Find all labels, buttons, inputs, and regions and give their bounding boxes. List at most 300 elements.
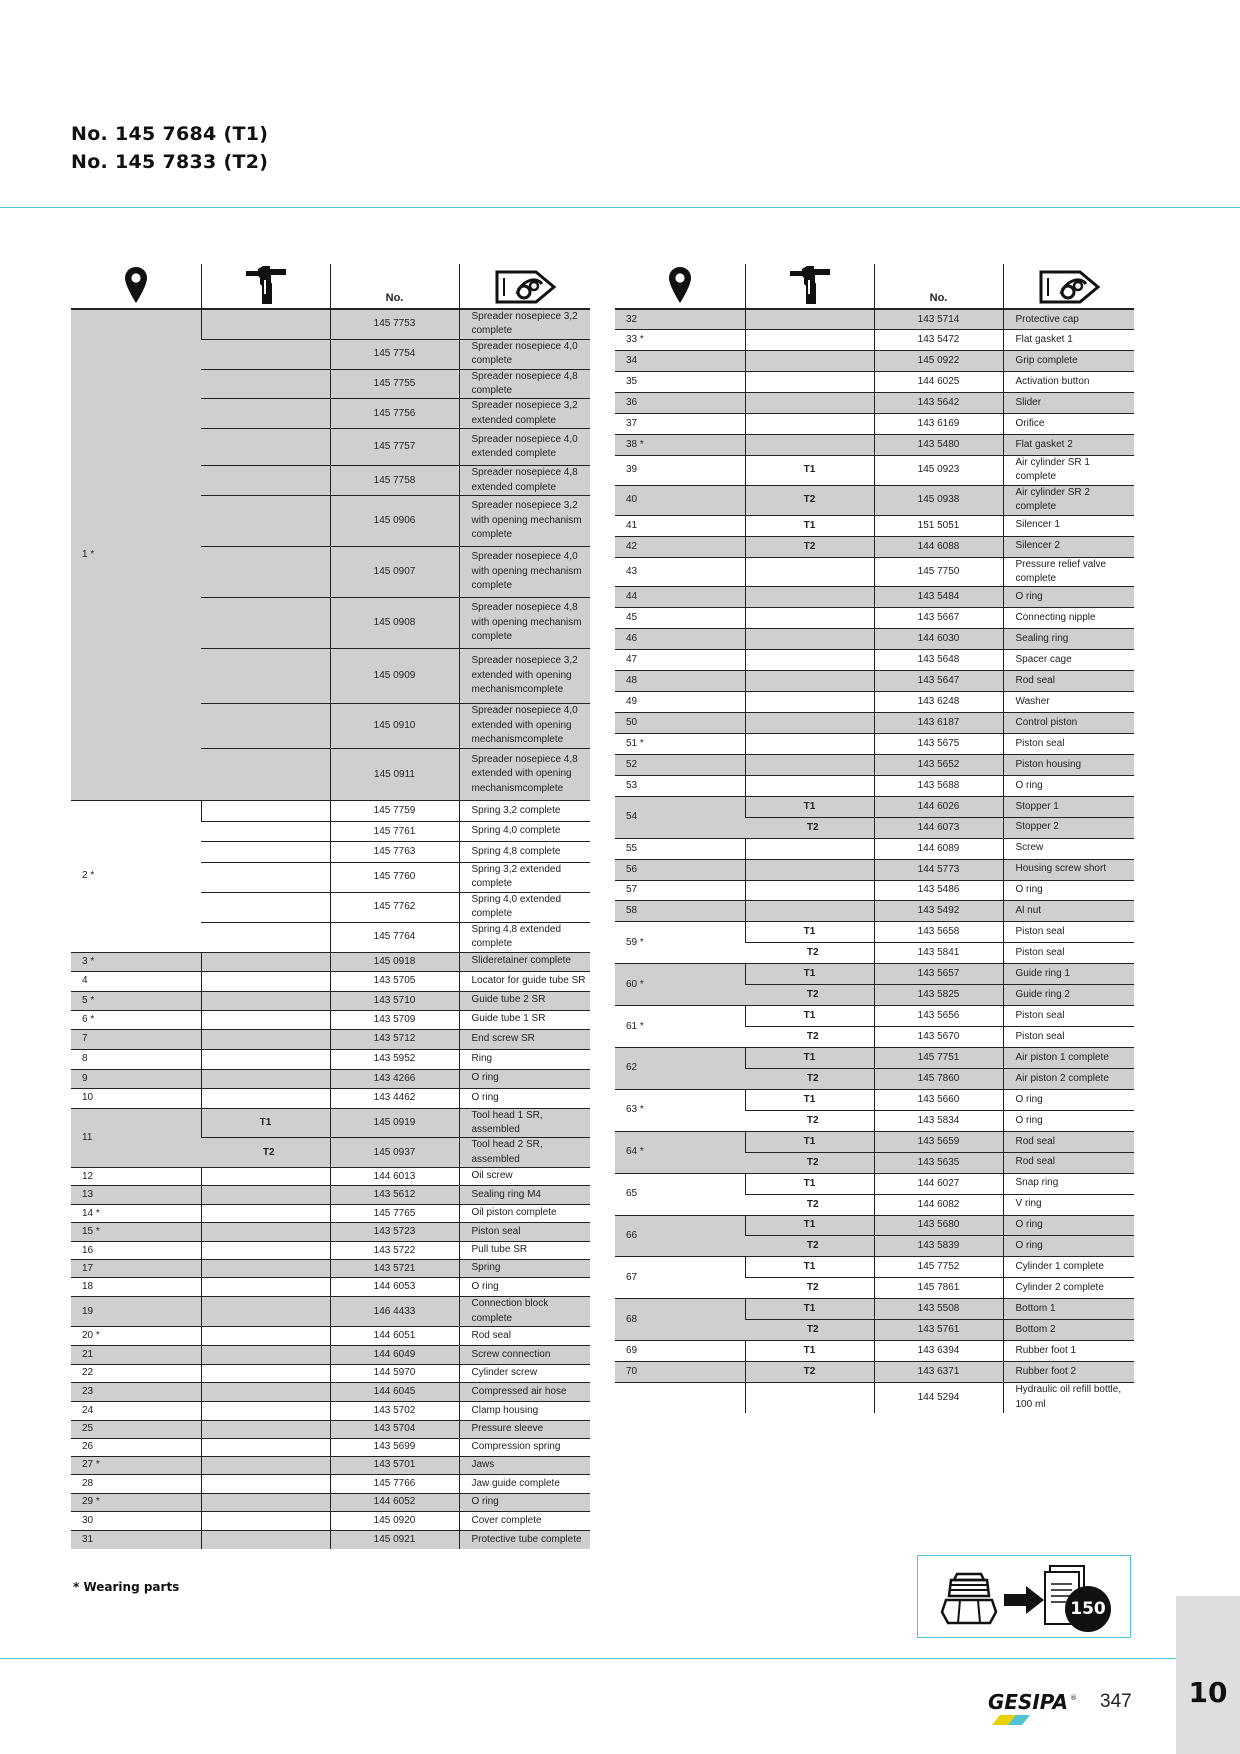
tool-variant-cell (745, 650, 874, 671)
description-cell: Spreader nosepiece 3,2 complete (459, 309, 590, 339)
description-cell: O ring (1003, 1110, 1134, 1131)
part-number-cell: 144 6082 (874, 1194, 1003, 1215)
parts-row (71, 1029, 590, 1049)
tool-variant-cell (201, 1345, 330, 1364)
part-number-cell: 143 5667 (874, 608, 1003, 629)
position-cell: 45 (615, 608, 745, 629)
description-cell: Control piston (1003, 713, 1134, 734)
part-number-cell: 145 7861 (874, 1278, 1003, 1299)
parts-row (615, 775, 1134, 796)
part-number-cell: 145 7763 (330, 842, 459, 863)
tool-variant-cell (745, 901, 874, 922)
rivet-tool-icon (244, 264, 288, 304)
description-cell: Jaws (459, 1456, 590, 1474)
position-cell: 28 (71, 1474, 201, 1493)
position-cell: 62 (615, 1048, 745, 1090)
description-cell: Air piston 1 complete (1003, 1048, 1134, 1069)
part-number-cell: 144 6052 (330, 1493, 459, 1511)
tool-variant-cell (201, 1326, 330, 1345)
part-number-cell: 145 7762 (330, 892, 459, 922)
tool-variant-cell (201, 801, 330, 822)
parts-table-right (615, 264, 1134, 1413)
position-cell: 43 (615, 557, 745, 587)
parts-row (71, 1511, 590, 1530)
tool-variant-cell: T1 (745, 456, 874, 486)
description-cell: Compressed air hose (459, 1382, 590, 1401)
chapter-tab (1176, 1596, 1240, 1754)
tool-variant-cell (745, 351, 874, 372)
part-number-cell: 145 0922 (874, 351, 1003, 372)
tool-variant-cell: T2 (745, 1320, 874, 1341)
tool-variant-cell (745, 692, 874, 713)
position-cell: 69 (615, 1341, 745, 1362)
tool-variant-cell (201, 649, 330, 704)
description-cell: Guide ring 1 (1003, 964, 1134, 985)
tool-variant-cell (201, 598, 330, 649)
part-number-cell: 143 5705 (330, 971, 459, 991)
tool-variant-cell (745, 414, 874, 435)
tool-variant-cell (745, 435, 874, 456)
parts-row (71, 1438, 590, 1456)
description-cell: Protective tube complete (459, 1530, 590, 1549)
oil-refill-reference (917, 1555, 1131, 1638)
part-number-cell: 145 0923 (874, 456, 1003, 486)
part-number-cell: 143 4462 (330, 1088, 459, 1108)
description-cell: Piston seal (1003, 1027, 1134, 1048)
parts-row (615, 733, 1134, 754)
tool-variant-cell: T2 (745, 985, 874, 1006)
description-cell: Stopper 2 (1003, 817, 1134, 838)
tool-variant-cell (201, 922, 330, 952)
description-cell: Piston seal (1003, 1006, 1134, 1027)
description-cell: Spreader nosepiece 4,8 with opening mechanism complete (459, 598, 590, 649)
parts-row (615, 859, 1134, 880)
position-column-header (71, 264, 201, 309)
part-number-cell: 143 5670 (874, 1027, 1003, 1048)
part-number-cell: 144 6045 (330, 1382, 459, 1401)
part-number-cell: 145 0937 (330, 1138, 459, 1168)
position-cell: 60 * (615, 964, 745, 1006)
tool-variant-cell (201, 1049, 330, 1069)
parts-row (615, 456, 1134, 486)
tool-variant-cell: T2 (745, 1068, 874, 1089)
parts-row (71, 1049, 590, 1069)
description-cell: Spreader nosepiece 3,2 with opening mechanism complete (459, 496, 590, 547)
part-number-cell: 146 4433 (330, 1297, 459, 1327)
description-cell: Hydraulic oil refill bottle, 100 ml (1003, 1383, 1134, 1413)
description-cell: Protective cap (1003, 309, 1134, 330)
position-cell: 13 (71, 1186, 201, 1205)
description-cell: Spring 3,2 extended complete (459, 863, 590, 893)
description-cell: Connection block complete (459, 1297, 590, 1327)
part-number-cell: 143 5702 (330, 1401, 459, 1420)
description-cell: O ring (1003, 1215, 1134, 1236)
part-number-cell: 144 6030 (874, 629, 1003, 650)
tool-variant-cell: T2 (745, 1236, 874, 1257)
parts-row (615, 515, 1134, 536)
position-cell: 3 * (71, 952, 201, 971)
position-cell: 63 * (615, 1089, 745, 1131)
parts-row (615, 414, 1134, 435)
parts-row (615, 1362, 1134, 1383)
tool-variant-cell (745, 713, 874, 734)
tool-variant-cell (201, 1010, 330, 1029)
part-number-cell: 143 5699 (330, 1438, 459, 1456)
tool-variant-cell: T2 (745, 1362, 874, 1383)
tool-variant-cell (201, 1069, 330, 1088)
tool-variant-cell (745, 393, 874, 414)
position-cell: 26 (71, 1438, 201, 1456)
part-number-cell: 145 0909 (330, 649, 459, 704)
tool-variant-cell (201, 971, 330, 991)
position-cell: 56 (615, 859, 745, 880)
description-cell: Spreader nosepiece 4,8 extended complete (459, 466, 590, 496)
position-cell: 57 (615, 880, 745, 901)
part-number-cell: 143 5612 (330, 1186, 459, 1205)
part-number-cell: 143 5642 (874, 393, 1003, 414)
top-rule (0, 207, 1240, 208)
tool-variant-cell (745, 838, 874, 859)
part-number-cell: 144 6025 (874, 372, 1003, 393)
tool-variant-cell (745, 880, 874, 901)
part-number-cell: 145 7751 (874, 1048, 1003, 1069)
part-number-cell: 144 6053 (330, 1278, 459, 1297)
part-number-cell: 143 5712 (330, 1029, 459, 1049)
parts-row (615, 485, 1134, 515)
position-cell: 6 * (71, 1010, 201, 1029)
tool-variant-cell (201, 309, 330, 339)
part-number-cell: 144 5773 (874, 859, 1003, 880)
tool-variant-cell (745, 557, 874, 587)
parts-row (615, 880, 1134, 901)
description-cell: Flat gasket 1 (1003, 330, 1134, 351)
parts-row (615, 608, 1134, 629)
part-number-cell: 143 5480 (874, 435, 1003, 456)
parts-table-left (71, 264, 590, 1549)
tool-column-header (201, 264, 330, 309)
position-cell: 9 (71, 1069, 201, 1088)
part-number-cell: 145 0907 (330, 547, 459, 598)
description-cell: Rod seal (1003, 1152, 1134, 1173)
tool-variant-cell: T1 (745, 1341, 874, 1362)
description-cell: Spring 4,8 extended complete (459, 922, 590, 952)
position-cell: 22 (71, 1364, 201, 1382)
tool-variant-cell (201, 1456, 330, 1474)
tool-variant-cell: T2 (745, 1027, 874, 1048)
description-cell: Cylinder 1 complete (1003, 1257, 1134, 1278)
tool-variant-cell: T1 (745, 796, 874, 817)
position-cell: 49 (615, 692, 745, 713)
part-number-cell: 143 5648 (874, 650, 1003, 671)
tool-variant-cell (201, 547, 330, 598)
description-cell: Flat gasket 2 (1003, 435, 1134, 456)
parts-row (615, 754, 1134, 775)
parts-row (615, 1341, 1134, 1362)
parts-row (615, 557, 1134, 587)
position-cell: 51 * (615, 733, 745, 754)
parts-row (615, 393, 1134, 414)
tool-variant-cell (201, 1511, 330, 1530)
part-number-cell: 143 5701 (330, 1456, 459, 1474)
parts-row (71, 1186, 590, 1205)
number-column-header: No. (874, 264, 1003, 309)
parts-row (615, 330, 1134, 351)
description-cell: Rod seal (1003, 671, 1134, 692)
tool-variant-cell (201, 466, 330, 496)
position-cell: 21 (71, 1345, 201, 1364)
description-cell: Compression spring (459, 1438, 590, 1456)
parts-row (615, 1006, 1134, 1027)
tool-variant-cell: T1 (745, 922, 874, 943)
description-cell: Spreader nosepiece 4,0 extended with opening mechanismcomplete (459, 704, 590, 749)
tool-variant-cell (201, 1186, 330, 1205)
position-column-header (615, 264, 745, 309)
position-cell: 7 (71, 1029, 201, 1049)
parts-row (615, 1173, 1134, 1194)
part-number-cell: 143 5841 (874, 943, 1003, 964)
description-column-header (1003, 264, 1134, 309)
parts-row (71, 1088, 590, 1108)
description-cell: Guide tube 1 SR (459, 1010, 590, 1029)
description-cell: Screw connection (459, 1345, 590, 1364)
description-cell: Tool head 2 SR, assembled (459, 1138, 590, 1168)
description-cell: Spring 3,2 complete (459, 801, 590, 822)
position-cell: 64 * (615, 1131, 745, 1173)
description-cell: Spreader nosepiece 4,0 extended complete (459, 429, 590, 466)
part-number-cell: 145 0911 (330, 749, 459, 801)
position-cell: 41 (615, 515, 745, 536)
parts-row (71, 801, 590, 822)
gesipa-logo-mark (986, 1690, 1080, 1726)
description-cell: Cylinder 2 complete (1003, 1278, 1134, 1299)
description-cell: O ring (459, 1278, 590, 1297)
description-cell: O ring (1003, 1089, 1134, 1110)
position-cell: 42 (615, 536, 745, 557)
gesipa-wordmark: GESIPA (988, 1690, 1068, 1714)
position-cell: 30 (71, 1511, 201, 1530)
parts-row (615, 796, 1134, 817)
description-cell: Piston seal (1003, 922, 1134, 943)
description-cell: Rubber foot 1 (1003, 1341, 1134, 1362)
tool-variant-cell: T2 (745, 1110, 874, 1131)
parts-row (615, 964, 1134, 985)
wearing-parts-footnote: * Wearing parts (73, 1580, 180, 1594)
description-cell: O ring (459, 1493, 590, 1511)
position-cell: 50 (615, 713, 745, 734)
svg-text:®: ® (1070, 1694, 1077, 1702)
description-cell: Sealing ring (1003, 629, 1134, 650)
gesipa-logo (986, 1690, 1080, 1731)
description-cell: Al nut (1003, 901, 1134, 922)
part-number-cell: 145 7758 (330, 466, 459, 496)
description-cell: Spreader nosepiece 4,0 with opening mechanism complete (459, 547, 590, 598)
description-cell: V ring (1003, 1194, 1134, 1215)
description-cell: Stopper 1 (1003, 796, 1134, 817)
position-cell: 23 (71, 1382, 201, 1401)
position-cell: 32 (615, 309, 745, 330)
parts-row (615, 309, 1134, 330)
position-cell: 11 (71, 1108, 201, 1168)
parts-row (615, 713, 1134, 734)
position-cell: 34 (615, 351, 745, 372)
tool-variant-cell (745, 330, 874, 351)
part-number-cell: 143 5704 (330, 1420, 459, 1438)
position-cell: 10 (71, 1088, 201, 1108)
description-cell: Cylinder screw (459, 1364, 590, 1382)
parts-row (71, 1260, 590, 1278)
position-cell: 5 * (71, 991, 201, 1010)
tool-variant-cell: T1 (745, 1215, 874, 1236)
tool-variant-cell: T1 (201, 1108, 330, 1138)
part-number-cell: 145 7750 (874, 557, 1003, 587)
tool-variant-cell (745, 608, 874, 629)
part-number-cell: 144 6051 (330, 1326, 459, 1345)
position-cell: 54 (615, 796, 745, 838)
tool-variant-cell (201, 952, 330, 971)
part-number-cell: 143 5660 (874, 1089, 1003, 1110)
description-cell: Washer (1003, 692, 1134, 713)
part-number-cell: 143 5659 (874, 1131, 1003, 1152)
tool-variant-cell (201, 1205, 330, 1223)
description-cell: Spreader nosepiece 4,8 extended with opening mechanismcomplete (459, 749, 590, 801)
reference-page-badge: 150 (1065, 1586, 1111, 1632)
tool-variant-cell (201, 842, 330, 863)
part-number-cell: 143 5714 (874, 309, 1003, 330)
part-number-cell: 145 7757 (330, 429, 459, 466)
part-number-cell: 145 7752 (874, 1257, 1003, 1278)
parts-row (615, 1299, 1134, 1320)
part-number-cell: 143 5721 (330, 1260, 459, 1278)
description-cell: O ring (459, 1069, 590, 1088)
parts-row (71, 1223, 590, 1242)
description-cell: Bottom 2 (1003, 1320, 1134, 1341)
tool-column-header (745, 264, 874, 309)
part-number-cell: 143 5652 (874, 754, 1003, 775)
position-cell: 38 * (615, 435, 745, 456)
description-cell: End screw SR (459, 1029, 590, 1049)
position-cell: 15 * (71, 1223, 201, 1242)
chapter-tab-number: 10 (1188, 1676, 1228, 1709)
description-cell: Silencer 1 (1003, 515, 1134, 536)
parts-row (71, 309, 590, 339)
tool-variant-cell (201, 1223, 330, 1242)
description-cell: Slideretainer complete (459, 952, 590, 971)
part-number-cell: 143 6187 (874, 713, 1003, 734)
description-cell: Spreader nosepiece 4,0 complete (459, 339, 590, 369)
parts-row (615, 922, 1134, 943)
position-cell: 47 (615, 650, 745, 671)
description-cell: Air piston 2 complete (1003, 1068, 1134, 1089)
tool-variant-cell: T1 (745, 1257, 874, 1278)
description-cell: Spring 4,0 complete (459, 822, 590, 842)
part-number-cell: 145 7764 (330, 922, 459, 952)
tool-variant-cell: T1 (745, 964, 874, 985)
position-cell: 65 (615, 1173, 745, 1215)
parts-row (615, 1089, 1134, 1110)
description-cell: Spacer cage (1003, 650, 1134, 671)
tool-variant-cell (201, 822, 330, 842)
tool-variant-cell: T1 (745, 515, 874, 536)
description-cell: Oil piston complete (459, 1205, 590, 1223)
description-cell: Snap ring (1003, 1173, 1134, 1194)
part-number-cell: 143 5472 (874, 330, 1003, 351)
tool-variant-cell (201, 1474, 330, 1493)
tool-variant-cell (201, 1088, 330, 1108)
position-cell: 4 (71, 971, 201, 991)
tool-variant-cell (745, 372, 874, 393)
position-cell: 2 * (71, 801, 201, 952)
tool-variant-cell: T2 (745, 943, 874, 964)
parts-row (71, 1168, 590, 1186)
parts-row (615, 692, 1134, 713)
position-cell: 61 * (615, 1006, 745, 1048)
position-cell: 16 (71, 1242, 201, 1260)
description-cell: Piston housing (1003, 754, 1134, 775)
tool-variant-cell (201, 1029, 330, 1049)
description-cell: Pressure relief valve complete (1003, 557, 1134, 587)
tool-variant-cell: T2 (745, 485, 874, 515)
parts-row (71, 971, 590, 991)
parts-row (71, 952, 590, 971)
tool-variant-cell: T1 (745, 1006, 874, 1027)
part-number-cell: 145 0919 (330, 1108, 459, 1138)
part-number-cell: 144 6027 (874, 1173, 1003, 1194)
part-number-cell: 145 7755 (330, 369, 459, 399)
parts-row (71, 1493, 590, 1511)
description-cell: Piston seal (1003, 733, 1134, 754)
description-cell: Rod seal (459, 1326, 590, 1345)
part-number-cell: 143 5710 (330, 991, 459, 1010)
tool-variant-cell (201, 429, 330, 466)
part-number-cell: 145 7761 (330, 822, 459, 842)
tool-variant-cell (201, 991, 330, 1010)
tool-variant-cell: T1 (745, 1131, 874, 1152)
description-cell: Cover complete (459, 1511, 590, 1530)
description-cell: Tool head 1 SR, assembled (459, 1108, 590, 1138)
parts-row (71, 1069, 590, 1088)
title-block (71, 120, 268, 176)
tool-variant-cell (201, 863, 330, 893)
parts-row (615, 1048, 1134, 1069)
tool-variant-cell (201, 369, 330, 399)
part-number-cell: 145 7754 (330, 339, 459, 369)
description-cell: Spreader nosepiece 4,8 complete (459, 369, 590, 399)
part-number-cell: 143 5675 (874, 733, 1003, 754)
description-cell: O ring (1003, 1236, 1134, 1257)
description-cell: Rod seal (1003, 1131, 1134, 1152)
position-cell: 59 * (615, 922, 745, 964)
part-number-cell: 143 5680 (874, 1215, 1003, 1236)
part-number-cell: 145 0910 (330, 704, 459, 749)
description-cell: Orifice (1003, 414, 1134, 435)
part-number-cell: 143 5656 (874, 1006, 1003, 1027)
tool-variant-cell (201, 1493, 330, 1511)
tool-variant-cell (201, 339, 330, 369)
part-number-cell: 144 5294 (874, 1383, 1003, 1413)
tool-variant-cell: T2 (745, 1278, 874, 1299)
part-number-cell: 144 6026 (874, 796, 1003, 817)
position-cell: 1 * (71, 309, 201, 801)
part-number-cell: 145 7766 (330, 1474, 459, 1493)
parts-row (71, 1242, 590, 1260)
parts-row (71, 991, 590, 1010)
map-pin-icon (668, 266, 692, 304)
position-cell: 37 (615, 414, 745, 435)
tool-variant-cell (201, 1420, 330, 1438)
parts-row (71, 1010, 590, 1029)
description-cell: Pressure sleeve (459, 1420, 590, 1438)
parts-row (71, 1108, 590, 1138)
